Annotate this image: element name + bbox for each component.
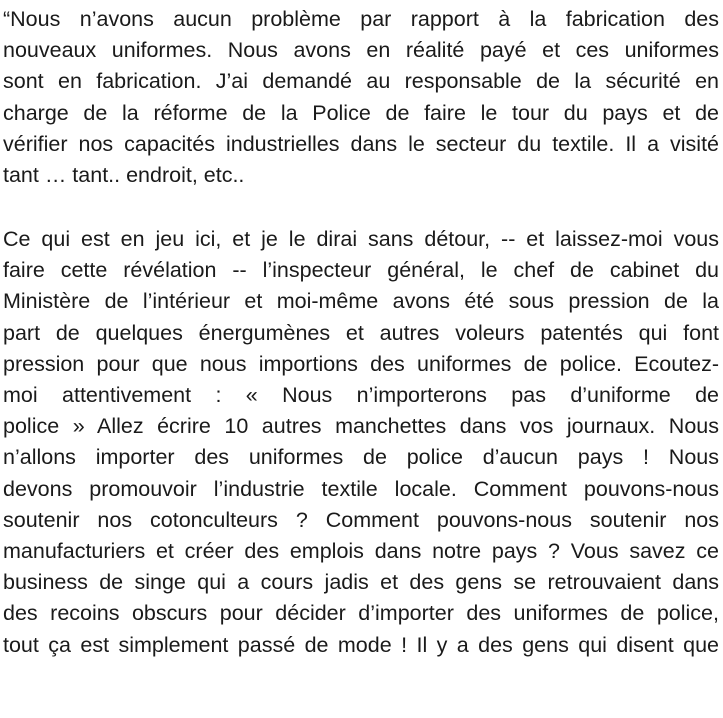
text-line: soutenir nos cotonculteurs ? Comment pouvons-nous soutenir nos [3, 507, 719, 532]
paragraph-1 [3, 4, 719, 191]
text-line: moi attentivement : « Nous n’importerons pas d’uniforme de [3, 383, 719, 408]
text-line: charge de la réforme de la Police de faire le tour du pays et de [3, 100, 719, 125]
text-line: faire cette révélation -- l’inspecteur général, le chef de cabinet du [3, 258, 719, 283]
text-line: business de singe qui a cours jadis et des gens se retrouvaient dans [3, 570, 719, 595]
text-line: n’allons importer des uniformes de police d’aucun pays ! Nous [3, 445, 719, 470]
paragraph-2 [3, 224, 719, 661]
text-line: sont en fabrication. J’ai demandé au responsable de la sécurité en [3, 69, 719, 94]
text-line: pression pour que nous importions des uniformes de police. Ecoutez- [3, 351, 719, 376]
text-line: part de quelques énergumènes et autres voleurs patentés qui font [3, 320, 719, 345]
text-line: manufacturiers et créer des emplois dans notre pays ? Vous savez ce [3, 539, 719, 564]
text-line: nouveaux uniformes. Nous avons en réalité payé et ces uniformes [3, 38, 719, 63]
text-line: tant … tant.. endroit, etc.. [3, 163, 245, 188]
text-line: vérifier nos capacités industrielles dans le secteur du textile. Il a visité [3, 131, 719, 156]
text-line: Ministère de l’intérieur et moi-même avons été sous pression de la [3, 289, 719, 314]
text-line: des recoins obscurs pour décider d’importer des uniformes de police, [3, 601, 719, 626]
text-line: tout ça est simplement passé de mode ! Il y a des gens qui disent que [3, 632, 719, 657]
text-line: police » Allez écrire 10 autres manchettes dans vos journaux. Nous [3, 414, 719, 439]
text-line: “Nous n’avons aucun problème par rapport à la fabrication des [3, 7, 719, 31]
text-line: Ce qui est en jeu ici, et je le dirai sans détour, -- et laissez-moi vous [3, 227, 719, 251]
text-line: devons promouvoir l’industrie textile locale. Comment pouvons-nous [3, 476, 719, 501]
